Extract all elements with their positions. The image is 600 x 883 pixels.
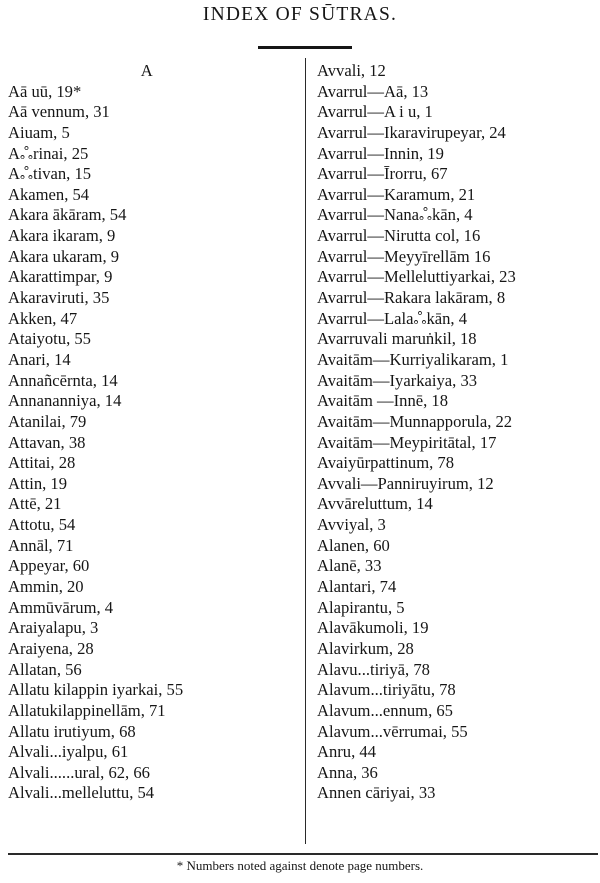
index-entry: Ataiyotu, 55 (8, 329, 91, 349)
index-entry: Alavu...tiriyā, 78 (317, 659, 430, 679)
index-entry: Avarrul—Melleluttiyarkai, 23 (317, 267, 516, 287)
index-entry: Ammūvārum, 4 (8, 597, 114, 617)
footnote-rule (8, 853, 598, 855)
index-entry: Akara ikaram, 9 (8, 226, 116, 246)
index-entry: Avarrul—Ikaravirupeyar, 24 (317, 122, 506, 142)
index-entry: Avarruvali maruṅkil, 18 (317, 329, 477, 349)
index-entry: Akken, 47 (8, 308, 78, 328)
index-entry: Alvali...melleluttu, 54 (8, 783, 155, 803)
index-entry: Avarrul—Karamum, 21 (317, 184, 476, 204)
index-entry: Araiyalapu, 3 (8, 618, 99, 638)
index-entry: Avarrul—A i u, 1 (317, 102, 433, 122)
index-entry: Avarrul—Nanaஃkān, 4 (317, 205, 473, 225)
index-entry: Avvāreluttum, 14 (317, 494, 433, 514)
index-entry: Aஃtivan, 15 (8, 164, 92, 184)
index-column-right (317, 61, 600, 804)
index-entry: Aஃrinai, 25 (8, 143, 89, 163)
index-entry: Avvali—Panniruyirum, 12 (317, 473, 494, 493)
index-entry: Avaitām —Innē, 18 (317, 391, 449, 411)
index-entry: Alavum...vērrumai, 55 (317, 721, 468, 741)
index-entry: Alavum...tiriyātu, 78 (317, 680, 456, 700)
index-entry: Avaitām—Meypiritātal, 17 (317, 432, 497, 452)
index-entry: Aiuam, 5 (8, 122, 70, 142)
index-entry: Alavum...ennum, 65 (317, 700, 453, 720)
index-entry: Atanilai, 79 (8, 411, 87, 431)
index-entry: Allatukilappinellām, 71 (8, 700, 166, 720)
index-entry: Aā uū, 19* (8, 81, 82, 101)
index-entry: Avarrul—Meyyīrellām 16 (317, 246, 491, 266)
index-entry: Avvali, 12 (317, 61, 386, 80)
index-entry: Akarattimpar, 9 (8, 267, 113, 287)
column-divider (305, 58, 306, 844)
index-entry: Annen cāriyai, 33 (317, 783, 436, 803)
index-entry: Avarrul—Innin, 19 (317, 143, 444, 163)
section-letter: A (140, 61, 154, 80)
index-entry: Avaiyūrpattinum, 78 (317, 453, 455, 473)
index-entry: Araiyena, 28 (8, 638, 94, 658)
index-entry: Anna, 36 (317, 762, 378, 782)
index-entry: Attin, 19 (8, 473, 68, 493)
page-title: INDEX OF SŪTRAS. (202, 4, 398, 25)
index-entry: Alanē, 33 (317, 556, 382, 576)
index-entry: Avarrul—Rakara lakāram, 8 (317, 288, 506, 308)
index-entry: Avarrul—Īrorru, 67 (317, 164, 448, 184)
index-column-left (8, 61, 300, 804)
index-entry: Annāl, 71 (8, 535, 74, 555)
index-entry: Annananniya, 14 (8, 391, 122, 411)
index-entry: Anari, 14 (8, 349, 71, 369)
index-entry: Akamen, 54 (8, 184, 90, 204)
index-entry: Attotu, 54 (8, 515, 76, 535)
title-rule (258, 46, 352, 49)
index-entry: Attavan, 38 (8, 432, 86, 452)
index-entry: Akara ākāram, 54 (8, 205, 127, 225)
index-entry: Alvali......ural, 62, 66 (8, 762, 150, 782)
index-entry: Allatan, 56 (8, 659, 82, 679)
index-entry: Attitai, 28 (8, 453, 76, 473)
index-entry: Avviyal, 3 (317, 515, 386, 535)
index-entry: Alantari, 74 (317, 577, 397, 597)
index-entry: Aā vennum, 31 (8, 102, 110, 122)
index-entry: Allatu kilappin iyarkai, 55 (8, 680, 184, 700)
index-entry: Avarrul—Nirutta col, 16 (317, 226, 481, 246)
index-entry: Allatu irutiyum, 68 (8, 721, 136, 741)
index-entry: Anru, 44 (317, 742, 376, 762)
index-entry: Avarrul—Aā, 13 (317, 81, 429, 101)
index-entry: Attē, 21 (8, 494, 62, 514)
index-entry: Appeyar, 60 (8, 556, 90, 576)
index-entry: Annañcērnta, 14 (8, 370, 118, 390)
index-entry: Alavirkum, 28 (317, 638, 414, 658)
index-entry: Akaraviruti, 35 (8, 288, 110, 308)
index-entry: Alavākumoli, 19 (317, 618, 429, 638)
footnote: * Numbers noted against denote page numbers. (176, 858, 424, 873)
index-entry: Akara ukaram, 9 (8, 246, 120, 266)
index-entry: Alapirantu, 5 (317, 597, 405, 617)
index-entry: Alvali...iyalpu, 61 (8, 742, 129, 762)
index-entry: Avaitām—Iyarkaiya, 33 (317, 370, 478, 390)
index-entry: Ammin, 20 (8, 577, 84, 597)
index-entry: Avaitām—Kurriyalikaram, 1 (317, 349, 509, 369)
index-entry: Alanen, 60 (317, 535, 390, 555)
index-entry: Avarrul—Lalaஃkān, 4 (317, 308, 468, 328)
index-entry: Avaitām—Munnapporula, 22 (317, 411, 513, 431)
